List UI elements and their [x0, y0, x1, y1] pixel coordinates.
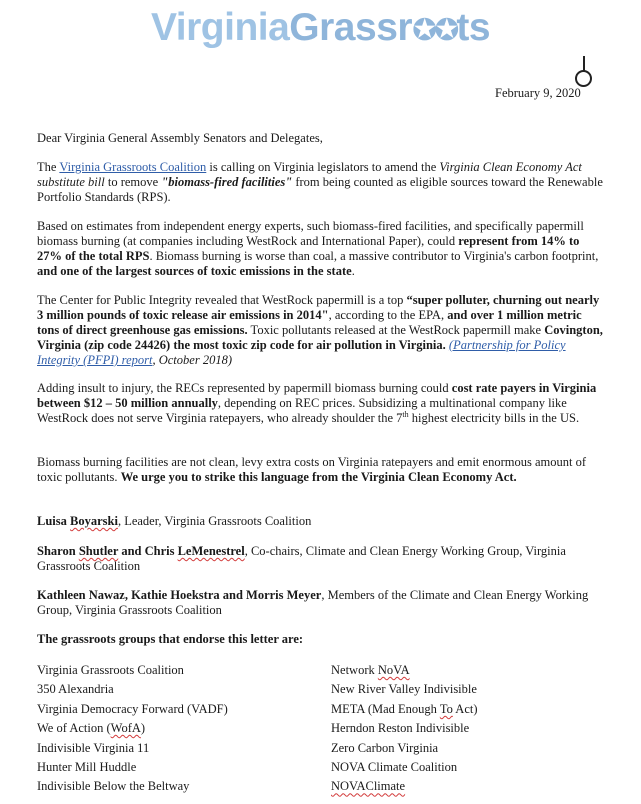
list-item: NOVAClimate — [331, 779, 406, 794]
salutation: Dear Virginia General Assembly Senators and Delegates, — [37, 131, 323, 145]
groups-left-column — [37, 661, 228, 797]
list-item: META (Mad Enough To Act) — [331, 701, 478, 716]
signature-2: Sharon Shutler and Chris LeMenestrel, Co-chairs, Climate and Clean Energy Working Group, Virginia Grassroots Coalition — [37, 544, 566, 573]
list-item: Network NoVA — [331, 663, 410, 677]
pfpi-report-link[interactable]: (Partnership for Policy Integrity (PFPI) report — [37, 338, 566, 367]
virginia-grassroots-logo: VirginiaGrassr✪✪ts — [150, 6, 491, 49]
list-item: Virginia Grassroots Coalition — [37, 663, 184, 677]
signature-3: Kathleen Nawaz, Kathie Hoekstra and Morris Meyer, Members of the Climate and Clean Energy Working Group, Virginia Grassroots Coalition — [37, 588, 589, 617]
signature-1: Luisa Boyarski, Leader, Virginia Grassroots Coalition — [37, 514, 312, 528]
paragraph-3: The Center for Public Integrity revealed that WestRock papermill is a top “super polluter, churning out nearly 3 million pounds of toxic release air emissions in 2014", according to the EPA, and over 1 million metric tons of direct greenhouse gas emissions. Toxic pollutants released at the WestRock papermill make Covington, Virginia (zip code 24426) the most toxic zip code for air pollution in Virginia. (Partnership for Policy Integrity (PFPI) report, October 2018) — [37, 293, 603, 367]
stars-icon: ✪✪ — [412, 14, 457, 47]
list-item: Zero Carbon Virginia — [331, 740, 439, 755]
paragraph-1: The Virginia Grassroots Coalition is calling on Virginia legislators to amend the Virginia Clean Economy Act substitute bill to remove "biomass-fired facilities" from being counted as eligible sources toward the Renewable Portfolio Standards (RPS). — [37, 160, 603, 204]
list-item: Hunter Mill Huddle — [37, 760, 137, 775]
list-item: Virginia Democracy Forward (VADF) — [37, 701, 228, 716]
list-item: NOVA Climate Coalition — [331, 760, 458, 775]
list-item: New River Valley Indivisible — [331, 682, 477, 697]
coalition-link[interactable]: Virginia Grassroots Coalition — [59, 160, 207, 174]
groups-right-column — [331, 661, 478, 797]
cursor-ring-icon — [575, 70, 592, 87]
endorse-heading: The grassroots groups that endorse this letter are: — [37, 632, 304, 646]
letter-date: February 9, 2020 — [495, 86, 581, 100]
list-item: Indivisible Virginia 11 — [37, 740, 150, 755]
list-item: Indivisible Below the Beltway — [37, 779, 190, 794]
paragraph-2: Based on estimates from independent energy experts, such biomass-fired facilities, and specifically papermill biomass burning (at companies including WestRock and International Paper), could represent from 14% to 27% of the total RPS. Biomass burning is worse than coal, a massive contributor to Virginia's carbon footprint, and one of the largest sources of toxic emissions in the state. — [37, 219, 599, 278]
list-item: Herndon Reston Indivisible — [331, 721, 470, 736]
paragraph-4: Adding insult to injury, the RECs represented by papermill biomass burning could cost rate payers in Virginia between $12 – 50 million annually, depending on REC prices. Subsidizing a multinational company like WestRock does not serve Virginia ratepayers, who already shoulder the 7th highest electricity bills in the US. — [37, 381, 597, 425]
paragraph-5: Biomass burning facilities are not clean, levy extra costs on Virginia ratepayers and emit enormous amount of toxic pollutants. We urge you to strike this language from the Virginia Clean Economy Act. — [37, 455, 586, 484]
list-item: We of Action (WofA) — [37, 721, 146, 736]
list-item: 350 Alexandria — [37, 682, 114, 697]
